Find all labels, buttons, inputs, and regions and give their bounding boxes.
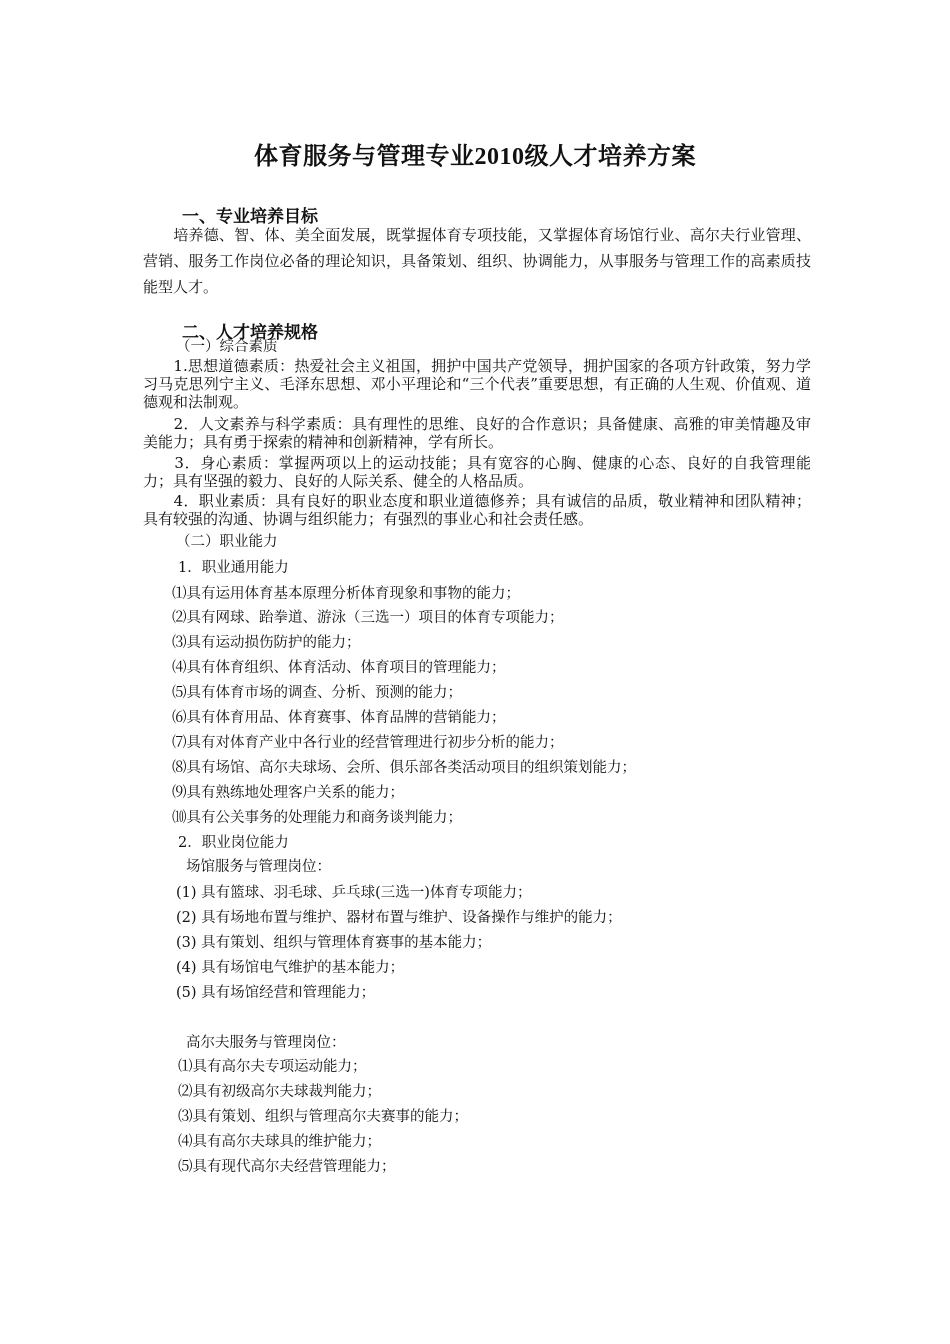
post-ability-title: 2．职业岗位能力	[178, 835, 289, 851]
goal-paragraph: 培养德、智、体、美全面发展，既掌握体育专项技能，又掌握体育场馆行业、高尔夫行业管理、营销、服务工作岗位必备的理论知识，具备策划、组织、协调能力，从事服务与管理工作的高素质技能型人才。	[143, 226, 811, 296]
list-item: (4) 具有场馆电气维护的基本能力；	[176, 960, 405, 976]
list-item: ⑹具有体育用品、体育赛事、体育品牌的营销能力；	[172, 710, 506, 726]
list-item: ⑶具有运动损伤防护的能力；	[172, 635, 361, 651]
list-item: ⑵具有初级高尔夫球裁判能力；	[178, 1084, 381, 1100]
quality-item-2: 2．人文素养与科学素质：具有理性的思维、良好的合作意识；具备健康、高雅的审美情趣及审美能力；具有勇于探索的精神和创新精神，学有所长。	[143, 415, 811, 451]
section-heading-goal: 一、专业培养目标	[182, 207, 318, 227]
list-item: ⑺具有对体育产业中各行业的经营管理进行初步分析的能力；	[172, 735, 564, 751]
list-item: ⑻具有场馆、高尔夫球场、会所、俱乐部各类活动项目的组织策划能力；	[172, 760, 636, 776]
list-item: ⑼具有熟练地处理客户关系的能力；	[172, 785, 404, 801]
list-item: ⑶具有策划、组织与管理高尔夫赛事的能力；	[178, 1109, 468, 1125]
golf-post-title: 高尔夫服务与管理岗位：	[186, 1035, 346, 1051]
subheading-quality: （一）综合素质	[176, 339, 278, 355]
subheading-ability: （二）职业能力	[176, 534, 278, 550]
general-ability-title: 1．职业通用能力	[178, 560, 289, 576]
list-item: (1) 具有篮球、羽毛球、乒乓球(三选一)体育专项能力；	[176, 885, 532, 901]
list-item: ⑸具有现代高尔夫经营管理能力；	[178, 1159, 396, 1175]
quality-item-3: 3．身心素质：掌握两项以上的运动技能；具有宽容的心胸、健康的心态、良好的自我管理能力；具有坚强的毅力、良好的人际关系、健全的人格品质。	[143, 454, 811, 490]
page-title: 体育服务与管理专业2010级人才培养方案	[254, 144, 696, 170]
section-heading-spec: 二、人才培养规格	[182, 323, 318, 343]
list-item: (5) 具有场馆经营和管理能力；	[176, 985, 376, 1001]
list-item: ⑷具有体育组织、体育活动、体育项目的管理能力；	[172, 660, 506, 676]
list-item: ⑵具有网球、跆拳道、游泳（三选一）项目的体育专项能力；	[172, 610, 564, 626]
quality-item-1: 1.思想道德素质：热爱社会主义祖国，拥护中国共产党领导，拥护国家的各项方针政策，努力学习马克思列宁主义、毛泽东思想、邓小平理论和“三个代表”重要思想，有正确的人生观、价值观、道德观和法制观。	[143, 357, 811, 411]
list-item: ⑷具有高尔夫球具的维护能力；	[178, 1134, 381, 1150]
list-item: (2) 具有场地布置与维护、器材布置与维护、设备操作与维护的能力；	[176, 910, 622, 926]
list-item: ⑽具有公关事务的处理能力和商务谈判能力；	[172, 810, 462, 826]
list-item: ⑴具有高尔夫专项运动能力；	[178, 1059, 367, 1075]
list-item: (3) 具有策划、组织与管理体育赛事的基本能力；	[176, 935, 492, 951]
quality-item-4: 4．职业素质：具有良好的职业态度和职业道德修养；具有诚信的品质，敬业精神和团队精神；具有较强的沟通、协调与组织能力；有强烈的事业心和社会责任感。	[143, 492, 811, 528]
list-item: ⑸具有体育市场的调查、分析、预测的能力；	[172, 685, 462, 701]
list-item: ⑴具有运用体育基本原理分析体育现象和事物的能力；	[172, 586, 520, 602]
venue-post-title: 场馆服务与管理岗位：	[186, 859, 331, 875]
